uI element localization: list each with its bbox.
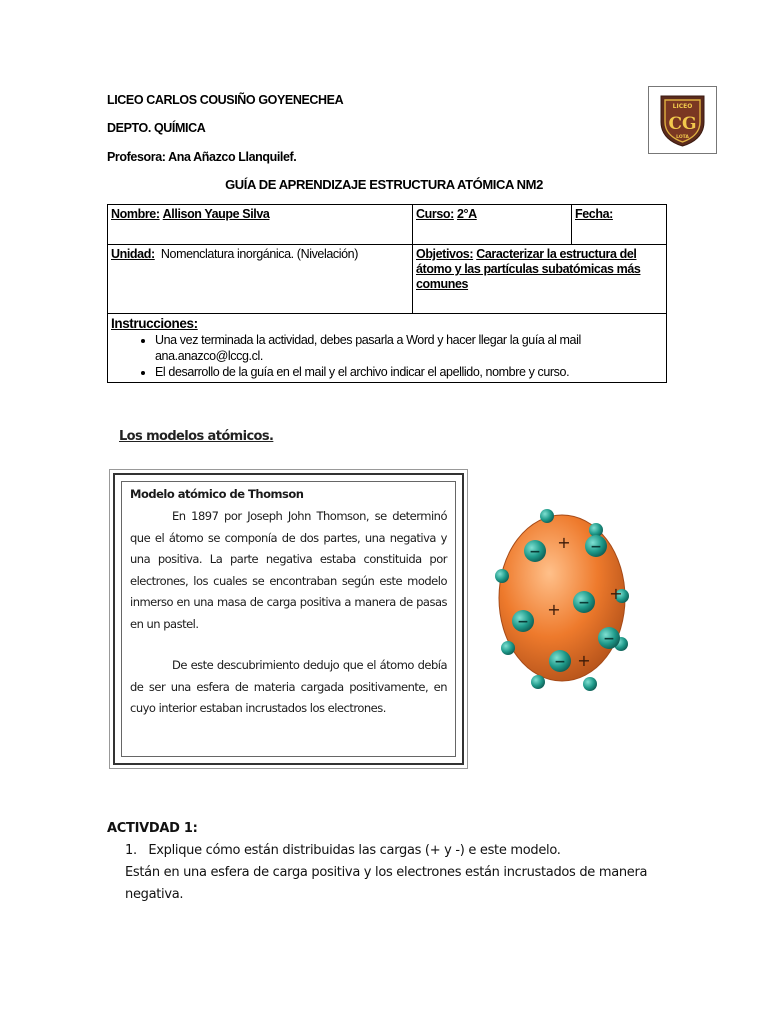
negative-sign: − [554, 654, 566, 670]
question-text: Explique cómo están distribuidas las cargas (+ y -) e este modelo. [148, 843, 561, 858]
objectives-label: Objetivos: [416, 247, 474, 261]
instructions-cell [108, 314, 667, 383]
objectives-value: Caracterizar la estructura del átomo y las partículas subatómicas más comunes [416, 247, 641, 291]
logo-text-top: LICEO [672, 103, 693, 110]
negative-sign: − [517, 614, 529, 630]
thomson-textbox-inner [121, 481, 456, 757]
negative-sign: − [603, 631, 615, 647]
objectives-cell [413, 245, 667, 314]
activity-title: ACTIVDAD 1: [107, 821, 198, 836]
unit-label: Unidad: [111, 247, 155, 261]
name-cell [108, 205, 413, 245]
name-value: Allison Yaupe Silva [162, 207, 270, 221]
unit-value: Nomenclatura inorgánica. (Nivelación) [160, 247, 358, 261]
instructions-list [111, 332, 663, 380]
activity-question [107, 840, 667, 862]
positive-sign: + [577, 651, 591, 670]
thomson-paragraph-2: De este descubrimiento dedujo que el átomo debía de ser una esfera de materia cargada positivamente, en cuyo interior estaban incrustados los electrones. [130, 658, 447, 715]
question-number: 1. [125, 843, 137, 858]
thomson-paragraph-1: En 1897 por Joseph John Thomson, se determinó que el átomo se componía de dos partes, una negativa y una positiva. La parte negativa estaba constituida por electrones, los cuales se encontraban según este modelo inmerso en una masa de carga positiva a manera de pasas en un pastel. [130, 509, 447, 631]
school-crest-icon [655, 92, 710, 148]
unit-cell [108, 245, 413, 314]
positive-sign: + [557, 533, 571, 552]
negative-sign: − [578, 595, 590, 611]
date-label: Fecha: [575, 207, 613, 221]
positive-sign: + [547, 600, 561, 619]
models-heading: Los modelos atómicos. [119, 429, 274, 444]
activity-section [107, 818, 667, 906]
thomson-title: Modelo atómico de Thomson [130, 487, 304, 501]
thomson-atom-illustration [490, 498, 640, 698]
logo-text-bottom: LOTA [676, 135, 689, 140]
negative-sign: − [590, 539, 602, 555]
info-table [107, 204, 667, 383]
course-cell [413, 205, 572, 245]
school-logo [648, 86, 717, 154]
instructions-label: Instrucciones: [111, 316, 198, 331]
teacher-name: Profesora: Ana Añazco Llanquilef. [107, 150, 297, 164]
positive-sign: + [609, 584, 623, 603]
document-title: GUÍA DE APRENDIZAJE ESTRUCTURA ATÓMICA NM2 [225, 177, 543, 192]
thomson-textbox [113, 473, 464, 765]
name-label: Nombre: [111, 207, 160, 221]
school-name: LICEO CARLOS COUSIÑO GOYENECHEA [107, 93, 344, 107]
negative-sign: − [529, 544, 541, 560]
course-label: Curso: [416, 207, 454, 221]
instruction-item: • El desarrollo de la guía en el mail y el archivo indicar el apellido, nombre y curso. [155, 364, 663, 380]
date-cell [572, 205, 667, 245]
instruction-item: • Una vez terminada la actividad, debes pasarla a Word y hacer llegar la guía al mail ana.anazco@lccg.cl. [155, 332, 663, 364]
logo-letters: CG [668, 114, 697, 134]
activity-answer: Están en una esfera de carga positiva y los electrones están incrustados de manera negativa. [125, 865, 648, 902]
course-value: 2°A [456, 207, 477, 221]
department: DEPTO. QUÍMICA [107, 121, 206, 135]
